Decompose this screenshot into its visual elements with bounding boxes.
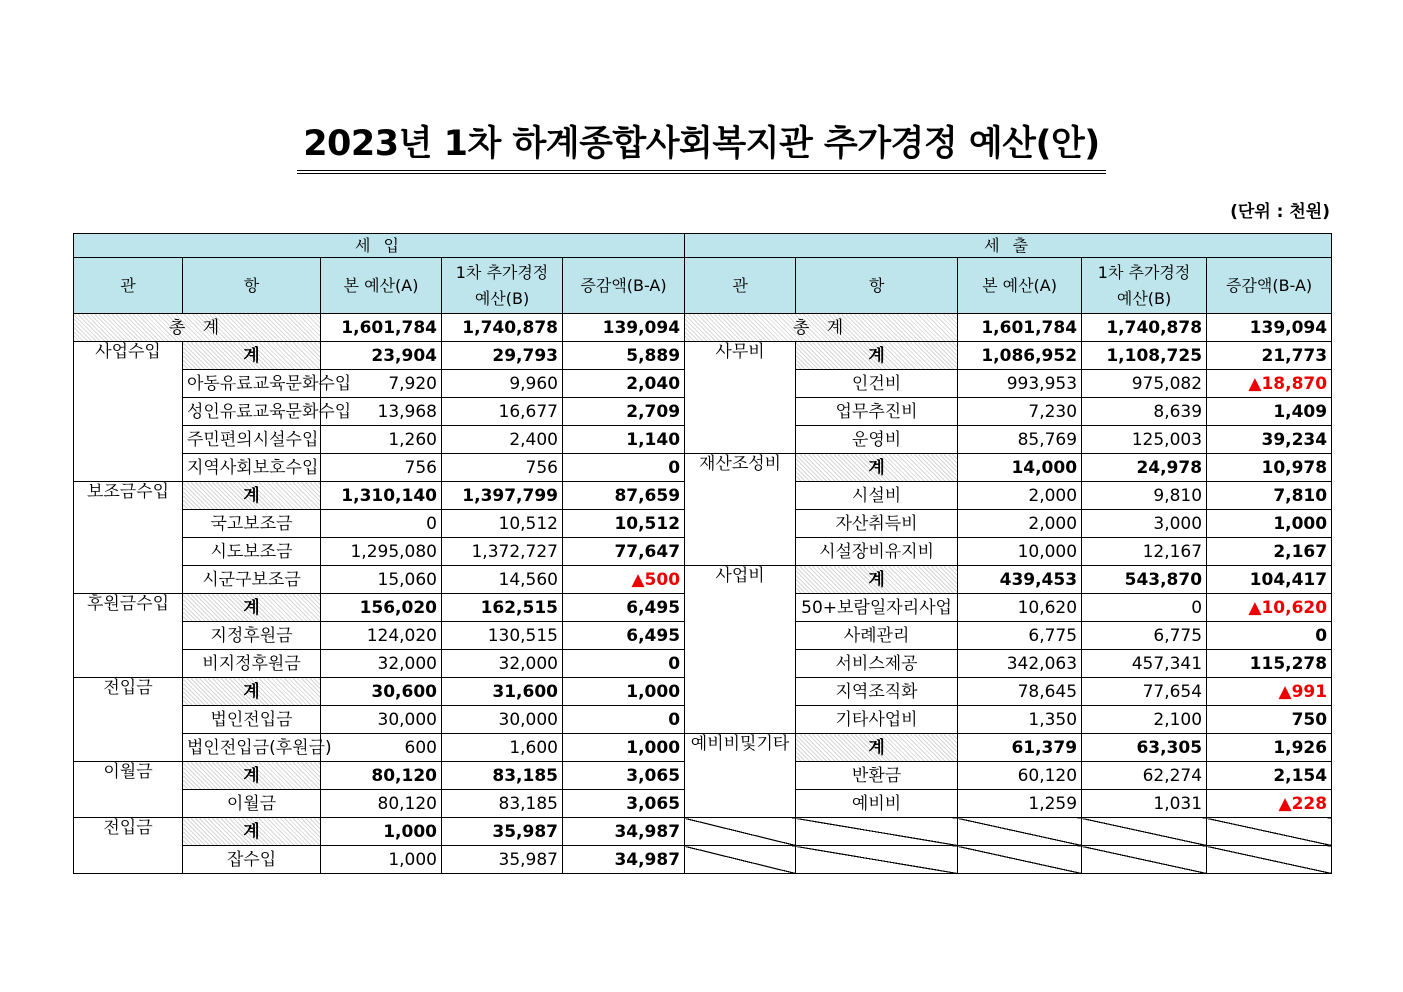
income-diff-amount: 34,987 — [563, 846, 685, 874]
expense-base-amount: 60,120 — [958, 762, 1082, 790]
expense-revised-amount: 9,810 — [1082, 482, 1207, 510]
expense-gwan-cell: 사업비 — [685, 566, 796, 734]
expense-base-amount: 10,620 — [958, 594, 1082, 622]
expense-total-diff: 139,094 — [1207, 314, 1332, 342]
expense-base-amount: 2,000 — [958, 482, 1082, 510]
income-hang-cell: 이월금 — [183, 790, 321, 818]
expense-empty-cell — [796, 846, 958, 874]
income-base-amount: 1,000 — [321, 846, 442, 874]
expense-base-header: 본 예산(A) — [958, 258, 1082, 314]
income-revised-amount: 83,185 — [442, 790, 563, 818]
income-revised-amount: 1,372,727 — [442, 538, 563, 566]
expense-empty-cell — [796, 818, 958, 846]
income-diff-amount: 3,065 — [563, 762, 685, 790]
income-section-header: 세 입 — [74, 234, 685, 258]
expense-hang-cell: 계 — [796, 454, 958, 482]
expense-hang-cell: 계 — [796, 566, 958, 594]
unit-label: (단위 : 천원) — [1230, 202, 1330, 222]
income-base-amount: 156,020 — [321, 594, 442, 622]
income-hang-cell: 계 — [183, 678, 321, 706]
expense-diff-amount: 1,926 — [1207, 734, 1332, 762]
income-hang-cell: 국고보조금 — [183, 510, 321, 538]
expense-diff-amount: 7,810 — [1207, 482, 1332, 510]
expense-empty-cell — [1207, 818, 1332, 846]
income-revised-amount: 16,677 — [442, 398, 563, 426]
budget-table — [73, 233, 1332, 874]
expense-revised-amount: 0 — [1082, 594, 1207, 622]
income-revised-amount: 31,600 — [442, 678, 563, 706]
income-gwan-cell: 전입금 — [74, 678, 183, 762]
expense-gwan-header: 관 — [685, 258, 796, 314]
income-revised-amount: 2,400 — [442, 426, 563, 454]
expense-hang-cell: 기타사업비 — [796, 706, 958, 734]
income-revised-header — [442, 258, 563, 314]
expense-hang-cell: 인건비 — [796, 370, 958, 398]
income-diff-amount: 1,140 — [563, 426, 685, 454]
income-hang-cell: 성인유료교육문화수입 — [183, 398, 321, 426]
table-row — [74, 818, 1332, 846]
expense-diff-amount: ▲10,620 — [1207, 594, 1332, 622]
expense-base-amount: 2,000 — [958, 510, 1082, 538]
expense-diff-amount: ▲991 — [1207, 678, 1332, 706]
income-diff-amount: 5,889 — [563, 342, 685, 370]
expense-empty-cell — [685, 818, 796, 846]
income-diff-amount: 2,709 — [563, 398, 685, 426]
income-gwan-cell: 후원금수입 — [74, 594, 183, 678]
income-diff-header: 증감액(B-A) — [563, 258, 685, 314]
income-revised-amount: 10,512 — [442, 510, 563, 538]
income-revised-amount: 162,515 — [442, 594, 563, 622]
expense-empty-cell — [1082, 818, 1207, 846]
expense-revised-amount: 975,082 — [1082, 370, 1207, 398]
income-diff-amount: 1,000 — [563, 678, 685, 706]
expense-base-amount: 993,953 — [958, 370, 1082, 398]
expense-diff-amount: 1,409 — [1207, 398, 1332, 426]
expense-gwan-cell: 사무비 — [685, 342, 796, 454]
income-base-amount: 15,060 — [321, 566, 442, 594]
expense-base-amount: 61,379 — [958, 734, 1082, 762]
expense-section-header: 세 출 — [685, 234, 1332, 258]
income-base-header: 본 예산(A) — [321, 258, 442, 314]
expense-diff-amount: 2,154 — [1207, 762, 1332, 790]
income-base-amount: 7,920 — [321, 370, 442, 398]
income-revised-amount: 29,793 — [442, 342, 563, 370]
income-diff-amount: ▲500 — [563, 566, 685, 594]
table-row — [74, 734, 1332, 762]
income-base-amount: 0 — [321, 510, 442, 538]
expense-hang-cell: 예비비 — [796, 790, 958, 818]
expense-revised-amount: 6,775 — [1082, 622, 1207, 650]
income-gwan-cell: 전입금 — [74, 818, 183, 874]
expense-base-amount: 85,769 — [958, 426, 1082, 454]
income-revised-amount: 9,960 — [442, 370, 563, 398]
income-revised-amount: 32,000 — [442, 650, 563, 678]
expense-empty-cell — [958, 818, 1082, 846]
income-total-diff: 139,094 — [563, 314, 685, 342]
expense-empty-cell — [1082, 846, 1207, 874]
expense-diff-amount: 0 — [1207, 622, 1332, 650]
income-base-amount: 1,000 — [321, 818, 442, 846]
expense-base-amount: 7,230 — [958, 398, 1082, 426]
income-hang-cell: 시군구보조금 — [183, 566, 321, 594]
expense-diff-amount: 104,417 — [1207, 566, 1332, 594]
expense-diff-header: 증감액(B-A) — [1207, 258, 1332, 314]
income-hang-cell: 계 — [183, 594, 321, 622]
expense-hang-cell: 운영비 — [796, 426, 958, 454]
income-revised-amount: 14,560 — [442, 566, 563, 594]
income-diff-amount: 0 — [563, 650, 685, 678]
income-gwan-cell: 사업수입 — [74, 342, 183, 482]
expense-diff-amount: 21,773 — [1207, 342, 1332, 370]
income-revised-amount: 30,000 — [442, 706, 563, 734]
expense-revised-amount: 24,978 — [1082, 454, 1207, 482]
expense-hang-cell: 계 — [796, 734, 958, 762]
expense-revised-amount: 125,003 — [1082, 426, 1207, 454]
income-revised-amount: 35,987 — [442, 846, 563, 874]
income-gwan-header: 관 — [74, 258, 183, 314]
income-hang-cell: 시도보조금 — [183, 538, 321, 566]
income-hang-cell: 법인전입금(후원금) — [183, 734, 321, 762]
expense-total-b: 1,740,878 — [1082, 314, 1207, 342]
income-hang-cell: 아동유료교육문화수입 — [183, 370, 321, 398]
income-hang-header: 항 — [183, 258, 321, 314]
expense-revised-amount: 2,100 — [1082, 706, 1207, 734]
income-base-amount: 80,120 — [321, 762, 442, 790]
income-gwan-cell: 보조금수입 — [74, 482, 183, 594]
expense-revised-amount: 3,000 — [1082, 510, 1207, 538]
expense-revised-amount: 1,031 — [1082, 790, 1207, 818]
expense-hang-cell: 지역조직화 — [796, 678, 958, 706]
expense-base-amount: 10,000 — [958, 538, 1082, 566]
income-hang-cell: 비지정후원금 — [183, 650, 321, 678]
income-hang-cell: 계 — [183, 762, 321, 790]
income-hang-cell: 계 — [183, 342, 321, 370]
income-diff-amount: 87,659 — [563, 482, 685, 510]
expense-diff-amount: 2,167 — [1207, 538, 1332, 566]
expense-base-amount: 342,063 — [958, 650, 1082, 678]
income-base-amount: 1,295,080 — [321, 538, 442, 566]
expense-base-amount: 1,350 — [958, 706, 1082, 734]
revised-line1: 1차 추가경정 — [1097, 262, 1191, 282]
expense-diff-amount: 750 — [1207, 706, 1332, 734]
revised-line1: 1차 추가경정 — [455, 262, 549, 282]
table-row — [74, 342, 1332, 370]
expense-revised-amount: 77,654 — [1082, 678, 1207, 706]
income-hang-cell: 주민편의시설수입 — [183, 426, 321, 454]
income-revised-amount: 1,397,799 — [442, 482, 563, 510]
income-base-amount: 756 — [321, 454, 442, 482]
income-base-amount: 124,020 — [321, 622, 442, 650]
income-base-amount: 23,904 — [321, 342, 442, 370]
expense-diff-amount: 1,000 — [1207, 510, 1332, 538]
expense-hang-cell: 시설비 — [796, 482, 958, 510]
income-diff-amount: 3,065 — [563, 790, 685, 818]
revised-line2: 예산(B) — [1116, 288, 1172, 308]
expense-diff-amount: 39,234 — [1207, 426, 1332, 454]
expense-hang-cell: 반환금 — [796, 762, 958, 790]
income-revised-amount: 83,185 — [442, 762, 563, 790]
income-diff-amount: 0 — [563, 706, 685, 734]
income-hang-cell: 계 — [183, 482, 321, 510]
expense-revised-header — [1082, 258, 1207, 314]
expense-revised-amount: 62,274 — [1082, 762, 1207, 790]
income-base-amount: 30,000 — [321, 706, 442, 734]
expense-gwan-cell: 예비비및기타 — [685, 734, 796, 818]
income-diff-amount: 77,647 — [563, 538, 685, 566]
income-diff-amount: 6,495 — [563, 594, 685, 622]
income-revised-amount: 1,600 — [442, 734, 563, 762]
page-title: 2023년 1차 하계종합사회복지관 추가경정 예산(안) — [297, 122, 1106, 174]
revised-line2: 예산(B) — [474, 288, 530, 308]
table-row — [74, 454, 1332, 482]
expense-total-a: 1,601,784 — [958, 314, 1082, 342]
expense-hang-cell: 업무추진비 — [796, 398, 958, 426]
expense-hang-cell: 서비스제공 — [796, 650, 958, 678]
table-row — [74, 846, 1332, 874]
expense-base-amount: 1,086,952 — [958, 342, 1082, 370]
column-header-row — [74, 258, 1332, 314]
income-base-amount: 32,000 — [321, 650, 442, 678]
expense-revised-amount: 12,167 — [1082, 538, 1207, 566]
expense-hang-cell: 사례관리 — [796, 622, 958, 650]
income-diff-amount: 2,040 — [563, 370, 685, 398]
expense-revised-amount: 543,870 — [1082, 566, 1207, 594]
expense-total-label: 총 계 — [685, 314, 958, 342]
income-diff-amount: 6,495 — [563, 622, 685, 650]
expense-revised-amount: 457,341 — [1082, 650, 1207, 678]
table-row — [74, 566, 1332, 594]
income-hang-cell: 계 — [183, 818, 321, 846]
income-total-label: 총 계 — [74, 314, 321, 342]
expense-empty-cell — [685, 846, 796, 874]
expense-base-amount: 1,259 — [958, 790, 1082, 818]
income-hang-cell: 잡수입 — [183, 846, 321, 874]
income-revised-amount: 130,515 — [442, 622, 563, 650]
income-base-amount: 30,600 — [321, 678, 442, 706]
income-revised-amount: 35,987 — [442, 818, 563, 846]
page-title-wrap — [0, 122, 1403, 174]
section-header-row — [74, 234, 1332, 258]
income-base-amount: 80,120 — [321, 790, 442, 818]
expense-empty-cell — [1207, 846, 1332, 874]
income-diff-amount: 0 — [563, 454, 685, 482]
expense-base-amount: 6,775 — [958, 622, 1082, 650]
expense-revised-amount: 63,305 — [1082, 734, 1207, 762]
expense-revised-amount: 1,108,725 — [1082, 342, 1207, 370]
expense-hang-cell: 자산취득비 — [796, 510, 958, 538]
expense-hang-cell: 50+보람일자리사업 — [796, 594, 958, 622]
expense-diff-amount: ▲18,870 — [1207, 370, 1332, 398]
income-base-amount: 600 — [321, 734, 442, 762]
expense-diff-amount: 10,978 — [1207, 454, 1332, 482]
income-total-a: 1,601,784 — [321, 314, 442, 342]
income-revised-amount: 756 — [442, 454, 563, 482]
expense-base-amount: 439,453 — [958, 566, 1082, 594]
income-gwan-cell: 이월금 — [74, 762, 183, 818]
expense-empty-cell — [958, 846, 1082, 874]
income-base-amount: 1,310,140 — [321, 482, 442, 510]
expense-hang-header: 항 — [796, 258, 958, 314]
expense-diff-amount: 115,278 — [1207, 650, 1332, 678]
income-hang-cell: 법인전입금 — [183, 706, 321, 734]
income-total-b: 1,740,878 — [442, 314, 563, 342]
income-diff-amount: 1,000 — [563, 734, 685, 762]
income-diff-amount: 10,512 — [563, 510, 685, 538]
expense-base-amount: 78,645 — [958, 678, 1082, 706]
income-diff-amount: 34,987 — [563, 818, 685, 846]
income-base-amount: 13,968 — [321, 398, 442, 426]
expense-hang-cell: 계 — [796, 342, 958, 370]
expense-revised-amount: 8,639 — [1082, 398, 1207, 426]
expense-base-amount: 14,000 — [958, 454, 1082, 482]
grand-total-row — [74, 314, 1332, 342]
income-base-amount: 1,260 — [321, 426, 442, 454]
expense-gwan-cell: 재산조성비 — [685, 454, 796, 566]
income-hang-cell: 지역사회보호수입 — [183, 454, 321, 482]
expense-hang-cell: 시설장비유지비 — [796, 538, 958, 566]
expense-diff-amount: ▲228 — [1207, 790, 1332, 818]
income-hang-cell: 지정후원금 — [183, 622, 321, 650]
